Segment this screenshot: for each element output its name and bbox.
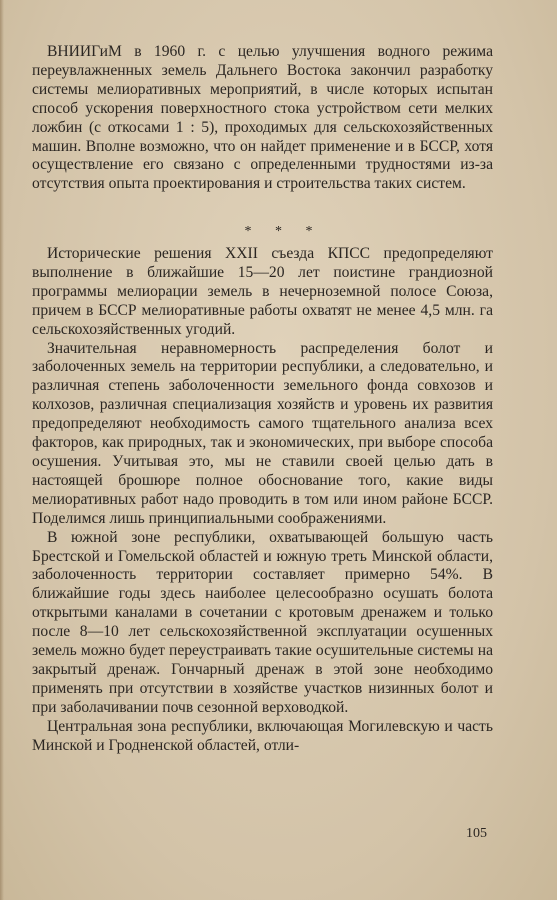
intro-text-block <box>32 43 493 194</box>
page-number: 105 <box>466 826 487 841</box>
section-divider: * * * <box>244 224 323 239</box>
paragraph-southern-zone: В южной зоне республики, охватывающей большую часть Брестской и Гомельской областей и южную треть Минской области, заболоченность территории составляет примерно 54%. В ближайшие годы здесь наиболее целесообразно осушать болота открытыми каналами в сочетании с кротовым дренажем и только после 8—10 лет сельскохозяйственной эксплуатации осушенных земель можно будет переустраивать такие осушительные системы на закрытый дренаж. Гончарный дренаж в этой зоне необходимо применять при отсутствии в хозяйстве участков низинных болот и при заболачивании почв сезонной верховодкой. <box>32 528 493 716</box>
intro-paragraph: ВНИИГиМ в 1960 г. с целью улучшения водного режима переувлажненных земель Дальнего Востока закончил разработку системы мелиоративных мероприятий, в числе которых испытан способ ускорения поверхностного стока устройством сети мелких ложбин (с откосами 1 : 5), проходимых для сельскохозяйственных машин. Вполне возможно, что он найдет применение и в БССР, хотя осуществление его связано с определенными трудностями из-за отсутствия опыта проектирования и строительства таких систем. <box>32 43 493 193</box>
paragraph-congress-decisions: Исторические решения XXII съезда КПСС предопределяют выполнение в ближайшие 15—20 лет поистине грандиозной программы мелиорации земель в нечерноземной полосе Союза, причем в БССР мелиоративные работы охватят не менее 4,5 млн. га сельскохозяйственных угодий. <box>32 245 493 338</box>
paragraph-central-zone: Центральная зона республики, включающая Могилевскую и часть Минской и Гродненской областей, отли- <box>32 717 493 754</box>
paragraph-bog-distribution: Значительная неравномерность распределения болот и заболоченных земель на территории республики, а следовательно, и различная степень заболоченности земельного фонда совхозов и колхозов, различная специализация хозяйств и уровень их развития предопределяют необходимость самого тщательного анализа всех факторов, как природных, так и экономических, при выборе способа осушения. Учитывая это, мы не ставили своей целью дать в настоящей брошюре полное обоснование того, какие виды мелиоративных работ надо проводить в том или ином районе БССР. Поделимся лишь принципиальными соображениями. <box>32 339 493 527</box>
main-text-block <box>32 245 493 755</box>
page-edge-shadow <box>0 0 4 900</box>
